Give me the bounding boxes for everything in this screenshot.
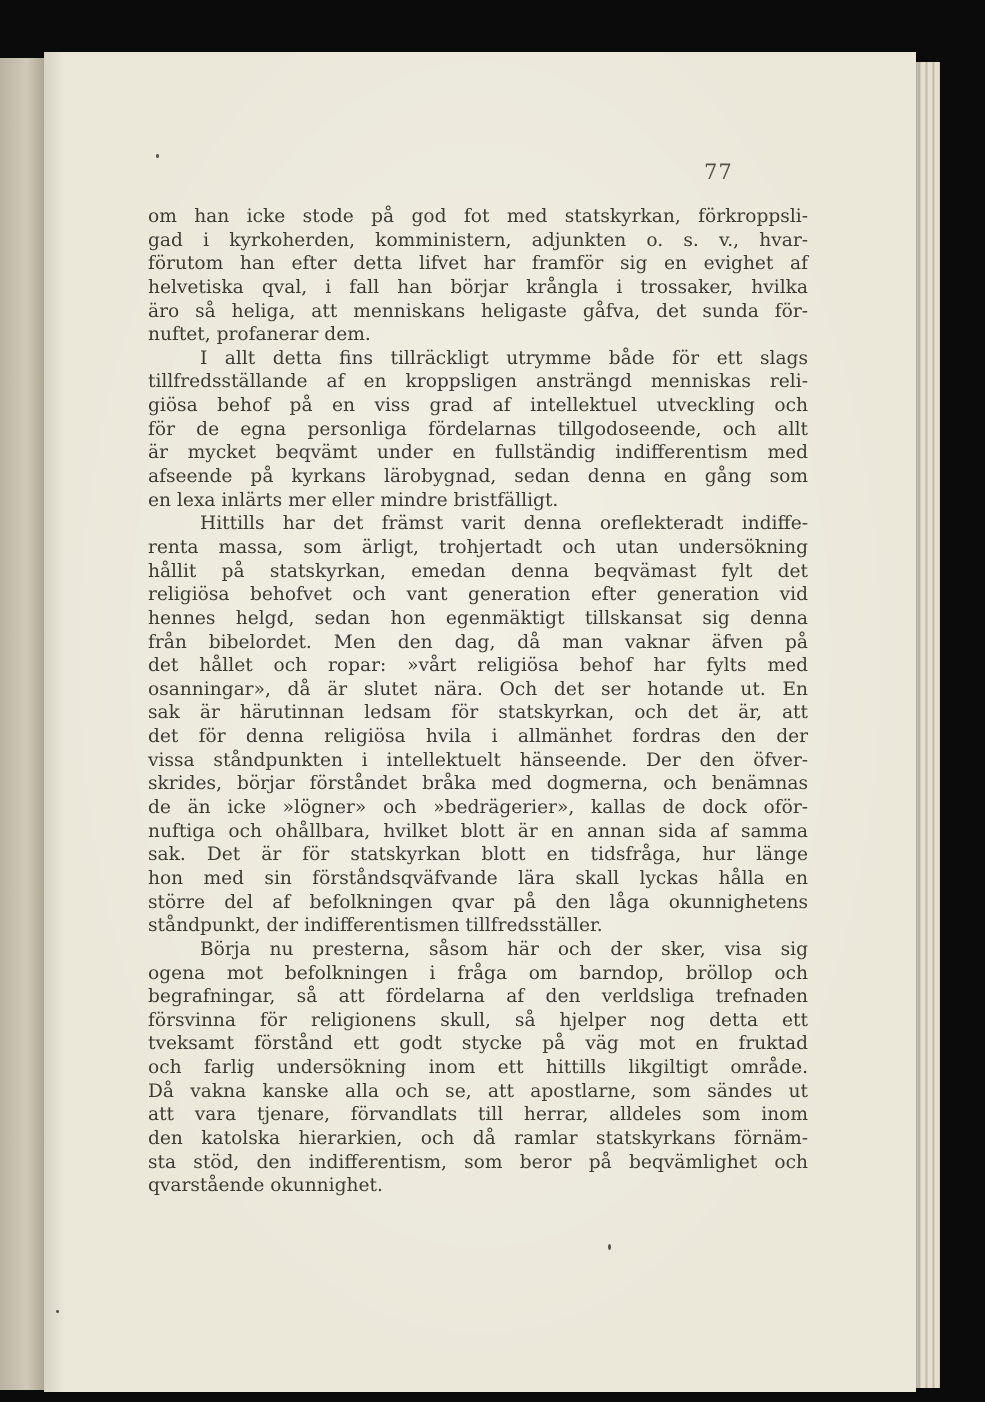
text-line: den katolska hierarkien, och då ramlar statskyrkans förnäm-	[148, 1127, 808, 1149]
page-number: 77	[704, 160, 733, 184]
text-line: ogena mot befolkningen i fråga om barndop, bröllop och	[148, 962, 808, 984]
text-line: förutom han efter detta lifvet har framför sig en evighet af	[148, 253, 808, 275]
text-line: hållit på statskyrkan, emedan denna beqvämast fylt det	[148, 560, 808, 582]
text-line: begrafningar, så att fördelarna af den verldsliga trefnaden	[148, 986, 808, 1008]
text-line: är mycket beqvämt under en fullständig indifferentism med	[148, 442, 808, 464]
text-line: det hållet och ropar: »vårt religiösa behof har fylts med	[148, 655, 808, 677]
body-text	[148, 205, 808, 1198]
text-line: I allt detta fins tillräckligt utrymme både för ett slags	[200, 347, 808, 369]
text-line: och farlig undersökning inom ett hittills likgiltigt område.	[148, 1057, 808, 1079]
text-line: från bibelordet. Men den dag, då man vaknar äfven på	[148, 631, 808, 653]
text-line: Börja nu presterna, såsom här och der sker, visa sig	[200, 938, 808, 960]
text-line: osanningar», då är slutet nära. Och det ser hotande ut. En	[148, 678, 808, 700]
ink-speck	[56, 1310, 59, 1313]
text-line: större del af befolkningen qvar på den låga okunnighetens	[148, 891, 808, 913]
text-line: sak. Det är för statskyrkan blott en tidsfråga, hur länge	[148, 844, 808, 866]
text-line: nuftiga och ohållbara, hvilket blott är en annan sida af samma	[148, 820, 808, 842]
text-line: renta massa, som ärligt, trohjertadt och utan undersökning	[148, 536, 808, 558]
ink-speck	[608, 1244, 611, 1250]
text-line: ståndpunkt, der indifferentismen tillfredsställer.	[148, 915, 603, 937]
ink-speck	[156, 154, 159, 158]
text-line: Då vakna kanske alla och se, att apostlarne, som sändes ut	[148, 1080, 808, 1102]
text-line: sak är härutinnan ledsam för statskyrkan, och det är, att	[148, 702, 808, 724]
text-line: de än icke »lögner» och »bedrägerier», kallas de dock oför-	[148, 797, 808, 819]
text-line: äro så heliga, att menniskans heligaste gåfva, det sunda för-	[148, 300, 808, 322]
text-line: hon med sin förståndsqväfvande lära skall lyckas hålla en	[148, 867, 808, 889]
previous-page-edge	[0, 58, 50, 1390]
text-line: qvarstående okunnighet.	[148, 1175, 383, 1197]
text-line: Hittills har det främst varit denna oreflekteradt indiffe-	[200, 513, 808, 535]
text-line: vissa ståndpunkten i intellektuelt hänseende. Der den öfver-	[148, 749, 808, 771]
text-line: hennes helgd, sedan hon egenmäktigt tillskansat sig denna	[148, 607, 808, 629]
text-line: helvetiska qval, i fall han börjar krångla i trossaker, hvilka	[148, 276, 808, 298]
book-page	[44, 52, 916, 1392]
text-line: gad i kyrkoherden, komministern, adjunkten o. s. v., hvar-	[148, 229, 808, 251]
text-line: afseende på kyrkans lärobygnad, sedan denna en gång som	[148, 466, 808, 488]
text-line: det för denna religiösa hvila i allmänhet fordras den der	[148, 726, 808, 748]
text-line: försvinna för religionens skull, så hjelper nog detta ett	[148, 1009, 808, 1031]
text-line: religiösa behofvet och vant generation efter generation vid	[148, 584, 808, 606]
text-line: för de egna personliga fördelarnas tillgodoseende, och allt	[148, 418, 808, 440]
text-line: en lexa inlärts mer eller mindre bristfälligt.	[148, 489, 559, 511]
text-line: skrides, börjar förståndet bråka med dogmerna, och benämnas	[148, 773, 808, 795]
text-line: att vara tjenare, förvandlats till herrar, alldeles som inom	[148, 1104, 808, 1126]
text-line: tillfredsställande af en kroppsligen ansträngd menniskas reli-	[148, 371, 808, 393]
text-line: om han icke stode på god fot med statskyrkan, förkroppsli-	[148, 206, 808, 227]
text-line: giösa behof på en viss grad af intellektuel utveckling och	[148, 395, 808, 417]
text-line: sta stöd, den indifferentism, som beror på beqvämlighet och	[148, 1151, 808, 1173]
text-line: nuftet, profanerar dem.	[148, 324, 371, 346]
text-line: tveksamt förstånd ett godt stycke på väg mot en fruktad	[148, 1033, 808, 1055]
